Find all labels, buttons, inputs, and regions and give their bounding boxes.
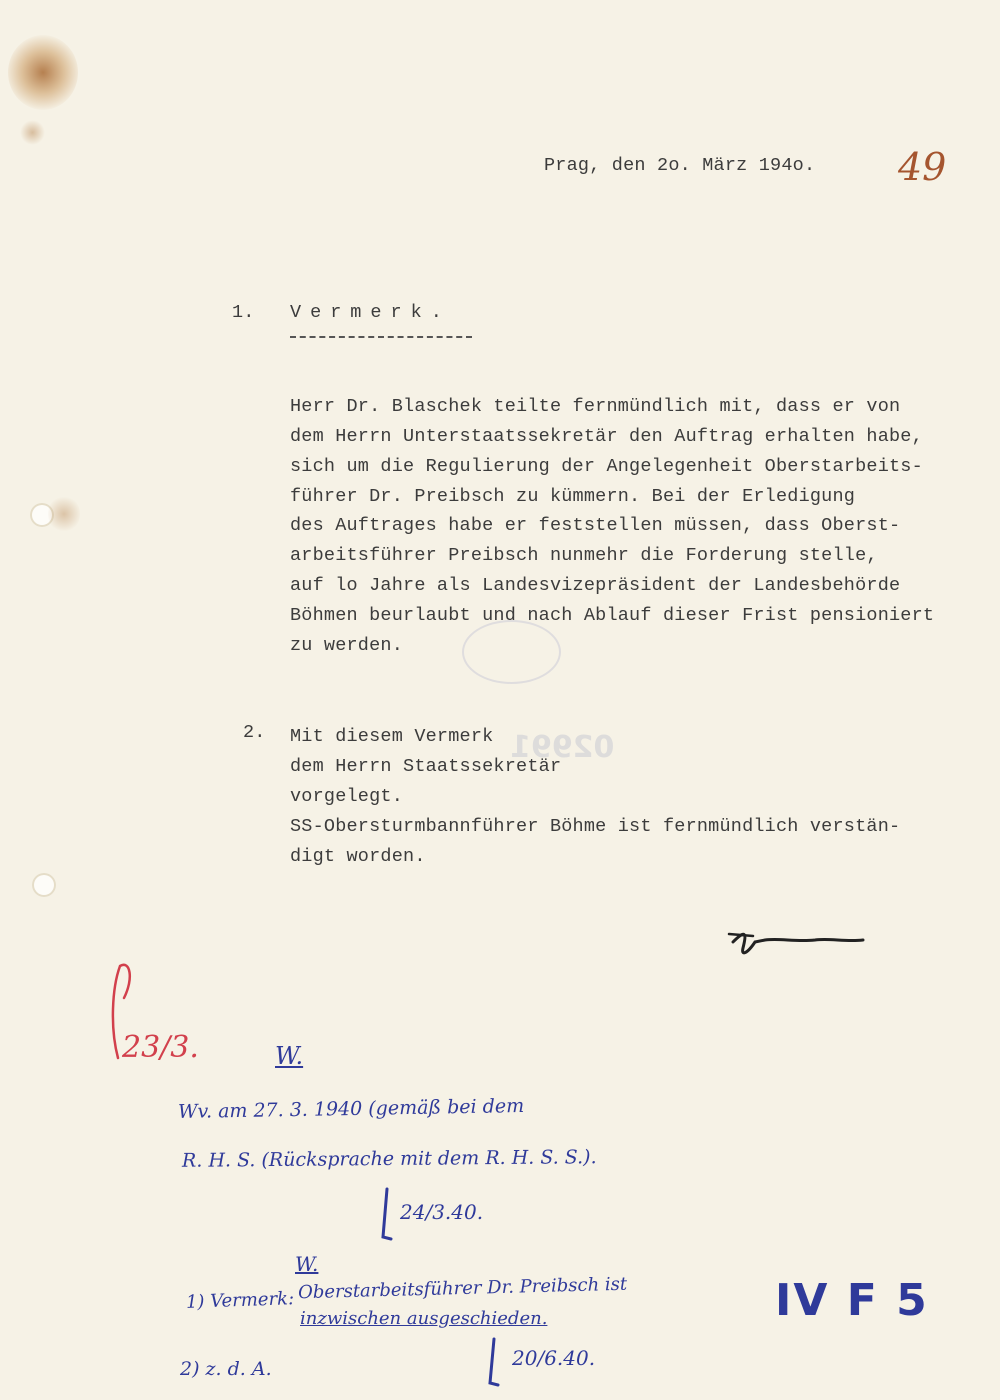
section-1-line: arbeitsführer Preibsch nunmehr die Forderung stelle, <box>290 545 878 566</box>
handwritten-note-line: 2) z. d. A. <box>180 1358 272 1380</box>
handwritten-note-line: Wv. am 27. 3. 1940 (gemäß bei dem <box>177 1094 525 1124</box>
folio-mark: 49 <box>898 145 947 189</box>
section-1-line: Böhmen beurlaubt und nach Ablauf dieser Frist pensioniert <box>290 605 935 626</box>
initial-stroke-2 <box>482 1335 502 1390</box>
section-2-line: vorgelegt. <box>290 786 404 807</box>
signature <box>725 920 875 965</box>
handwritten-mark: W. <box>275 1042 304 1070</box>
initial-stroke <box>375 1185 395 1245</box>
rust-stain-small <box>20 120 45 145</box>
rust-stain <box>8 35 78 110</box>
handwritten-initial-date-2: 20/6.40. <box>512 1346 596 1370</box>
section-1-line: dem Herrn Unterstaatssekretär den Auftrag erhalten habe, <box>290 426 923 447</box>
handwritten-note-line: R. H. S. (Rücksprache mit dem R. H. S. S.). <box>181 1146 597 1172</box>
section-2-line: Mit diesem Vermerk <box>290 726 494 747</box>
handwritten-initial-date: 24/3.40. <box>400 1200 484 1224</box>
section-1-heading: Vermerk. <box>290 302 451 323</box>
section-1-line: führer Dr. Preibsch zu kümmern. Bei der Erledigung <box>290 486 856 507</box>
punch-hole-bottom <box>32 873 56 897</box>
heading-underline <box>290 336 472 338</box>
section-2-line: digt worden. <box>290 846 426 867</box>
red-initial-date: 23/3. <box>122 1030 199 1065</box>
section-1-line: auf lo Jahre als Landesvizepräsident der Landesbehörde <box>290 575 901 596</box>
bleed-through-number: 02991 <box>510 730 615 765</box>
section-1-line: Herr Dr. Blaschek teilte fernmündlich mit, dass er von <box>290 396 901 417</box>
handwritten-note-line: inzwischen ausgeschieden. <box>300 1308 548 1329</box>
section-2-line: dem Herrn Staatssekretär <box>290 756 562 777</box>
section-1-line: sich um die Regulierung der Angelegenheit Oberstarbeits- <box>290 456 923 477</box>
handwritten-mark-2: W. <box>295 1252 319 1276</box>
handwritten-note-prefix: 1) Vermerk: <box>185 1288 295 1313</box>
section-1-number: 1. <box>232 302 255 323</box>
date-line: Prag, den 2o. März 194o. <box>544 155 816 176</box>
section-2-line: SS-Obersturmbannführer Böhme ist fernmündlich verstän- <box>290 816 901 837</box>
handwritten-note-line: Oberstarbeitsführer Dr. Preibsch ist <box>297 1273 628 1304</box>
section-1-line: zu werden. <box>290 635 404 656</box>
office-code: IV F 5 <box>775 1275 929 1326</box>
section-2-number: 2. <box>243 722 266 743</box>
section-1-line: des Auftrages habe er feststellen müssen, dass Oberst- <box>290 515 901 536</box>
hole-stain <box>48 495 80 533</box>
